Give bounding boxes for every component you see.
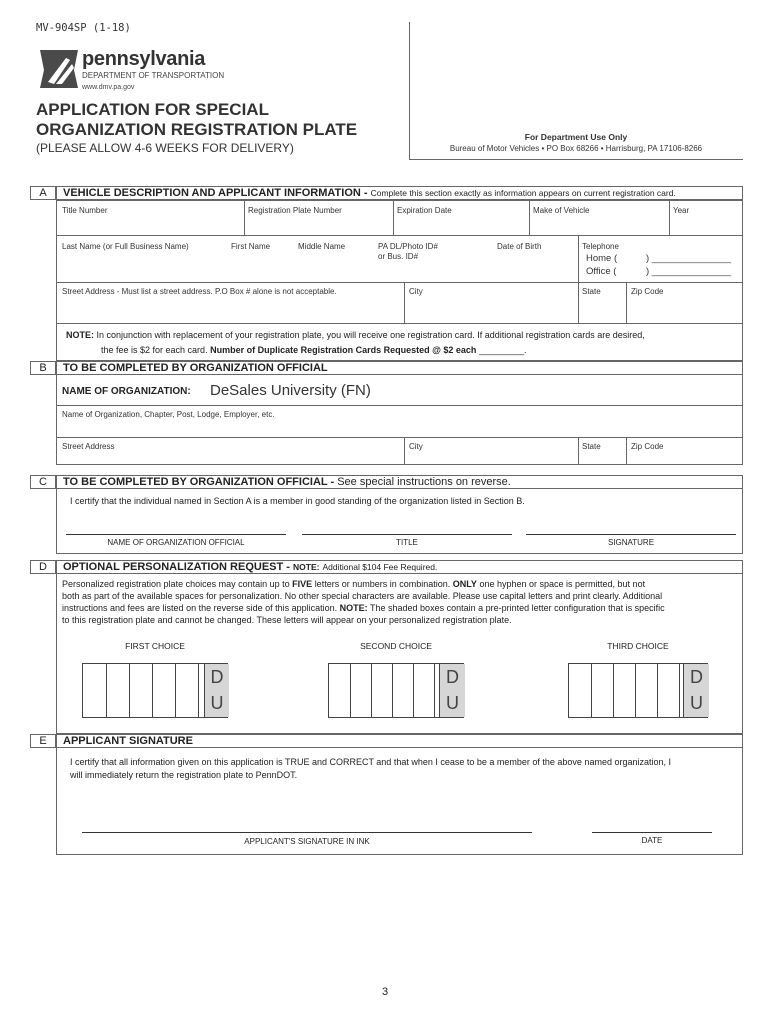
first-choice-plate[interactable] xyxy=(82,663,228,718)
section-e-header: APPLICANT SIGNATURE xyxy=(56,734,743,748)
section-e-certify-line2: will immediately return the registration plate to PennDOT. xyxy=(70,770,298,780)
duplicate-cards-note: NOTE: In conjunction with replacement of your registration plate, you will receive one registration card. If additional registration cards are desired, xyxy=(66,330,645,340)
personalization-text: Personalized registration plate choices may contain up to FIVE letters or numbers in combination. ONLY one hyphen or space is permitted, but not both as part of the available spaces for personalization. No other special characters are available. Please use capital letters and print clearly. Additional instructions and fees are listed on the reverse side of this application. NOTE: The shaded boxes contain a pre-printed letter configuration that is specific to this registration plate and cannot be changed. These letters will appear on your personalized registration plate. xyxy=(62,579,665,625)
section-a-note: Complete this section exactly as information appears on current registration card. xyxy=(370,188,676,198)
org-official-signature-line[interactable] xyxy=(526,534,736,535)
section-a-title: VEHICLE DESCRIPTION AND APPLICANT INFORMATION - xyxy=(63,187,368,199)
signature-date-line[interactable] xyxy=(592,832,712,833)
dl-id-field[interactable]: PA DL/Photo ID# xyxy=(378,242,438,251)
org-official-name-line[interactable] xyxy=(66,534,286,535)
title-number-field[interactable]: Title Number xyxy=(62,206,108,215)
section-d-header: OPTIONAL PERSONALIZATION REQUEST - NOTE: Additional $104 Fee Required. xyxy=(56,560,743,574)
org-official-title-line[interactable] xyxy=(302,534,512,535)
last-name-field[interactable]: Last Name (or Full Business Name) xyxy=(62,242,189,251)
page-number: 3 xyxy=(381,986,389,998)
header-bottom-rule xyxy=(409,159,743,160)
org-zip-field[interactable]: Zip Code xyxy=(631,442,664,451)
subtitle: (PLEASE ALLOW 4-6 WEEKS FOR DELIVERY) xyxy=(36,141,294,155)
preprint-letter-u: U xyxy=(210,693,224,713)
state-field[interactable]: State xyxy=(582,287,601,296)
section-c-letter: C xyxy=(30,475,56,489)
signature-date-label: DATE xyxy=(641,836,663,845)
website: www.dmv.pa.gov xyxy=(82,84,135,91)
org-name-value[interactable]: DeSales University (FN) xyxy=(210,382,371,399)
first-choice-label: FIRST CHOICE xyxy=(125,641,185,651)
expiration-date-field[interactable]: Expiration Date xyxy=(397,206,452,215)
second-choice-label: SECOND CHOICE xyxy=(360,641,432,651)
first-name-field[interactable]: First Name xyxy=(231,242,271,251)
preprint-letter-u: U xyxy=(690,693,703,713)
middle-name-field[interactable]: Middle Name xyxy=(298,242,346,251)
dept-use-address: Bureau of Motor Vehicles • PO Box 68266 • Harrisburg, PA 17106-8266 xyxy=(449,144,703,153)
pennsylvania-keystone-logo-icon xyxy=(36,46,82,92)
applicant-signature-label: APPLICANT'S SIGNATURE IN INK xyxy=(244,837,370,846)
logo-wordmark: pennsylvania xyxy=(82,48,206,70)
applicant-signature-line[interactable] xyxy=(82,832,532,833)
dept-use-title: For Department Use Only xyxy=(524,132,628,142)
telephone-label: Telephone xyxy=(582,242,619,251)
year-field[interactable]: Year xyxy=(673,206,690,215)
preprint-letter-d: D xyxy=(690,667,703,687)
form-number: MV-904SP (1-18) xyxy=(36,22,131,34)
section-d-letter: D xyxy=(30,560,56,574)
section-c-certify: I certify that the individual named in Section A is a member in good standing of the organization listed in Section B. xyxy=(70,496,525,506)
section-c-header: TO BE COMPLETED BY ORGANIZATION OFFICIAL - See special instructions on reverse. xyxy=(56,475,743,489)
section-a-header xyxy=(56,186,743,200)
zip-code-field[interactable]: Zip Code xyxy=(631,287,664,296)
org-city-field[interactable]: City xyxy=(409,442,423,451)
org-official-name-label: NAME OF ORGANIZATION OFFICIAL xyxy=(107,538,245,547)
org-official-signature-label: SIGNATURE xyxy=(607,538,655,547)
make-of-vehicle-field[interactable]: Make of Vehicle xyxy=(533,206,590,215)
third-choice-label: THIRD CHOICE xyxy=(607,641,669,651)
section-e-letter: E xyxy=(30,734,56,748)
second-choice-plate[interactable] xyxy=(328,663,464,718)
org-official-title-label: TITLE xyxy=(396,538,418,547)
duplicate-cards-line2: the fee is $2 for each card. Number of Duplicate Registration Cards Requested @ $2 each _________. xyxy=(101,345,527,355)
section-a-letter: A xyxy=(30,186,56,200)
date-of-birth-field[interactable]: Date of Birth xyxy=(497,242,542,251)
third-choice-plate[interactable] xyxy=(568,663,708,718)
home-phone-label: Home ( xyxy=(586,253,618,264)
title-line-1: APPLICATION FOR SPECIAL xyxy=(36,100,269,119)
department-name: DEPARTMENT OF TRANSPORTATION xyxy=(82,71,225,80)
street-address-field[interactable]: Street Address - Must list a street address. P.O Box # alone is not acceptable. xyxy=(62,287,337,296)
org-state-field[interactable]: State xyxy=(582,442,601,451)
home-phone-field[interactable]: ) _______________ xyxy=(646,253,732,264)
section-a-body xyxy=(56,200,743,324)
title-line-2: ORGANIZATION REGISTRATION PLATE xyxy=(36,120,358,139)
org-street-field[interactable]: Street Address xyxy=(62,442,115,451)
org-name-help: Name of Organization, Chapter, Post, Lodge, Employer, etc. xyxy=(62,410,275,419)
org-name-label: NAME OF ORGANIZATION: xyxy=(62,386,191,397)
office-phone-field[interactable]: ) _______________ xyxy=(646,266,732,277)
registration-plate-number-field[interactable]: Registration Plate Number xyxy=(248,206,342,215)
office-phone-label: Office ( xyxy=(586,266,617,277)
preprint-letter-u: U xyxy=(446,693,459,713)
section-b-header: TO BE COMPLETED BY ORGANIZATION OFFICIAL xyxy=(56,361,743,375)
duplicate-cards-input[interactable]: _________. xyxy=(478,345,527,355)
city-field[interactable]: City xyxy=(409,287,423,296)
preprint-letter-d: D xyxy=(210,667,224,687)
dl-id-field-line2: or Bus. ID# xyxy=(378,252,419,261)
preprint-letter-d: D xyxy=(446,667,459,687)
section-e-certify-line1: I certify that all information given on this application is TRUE and CORRECT and that when I cease to be a member of the above named organization, I xyxy=(70,757,671,767)
section-b-letter: B xyxy=(30,361,56,375)
